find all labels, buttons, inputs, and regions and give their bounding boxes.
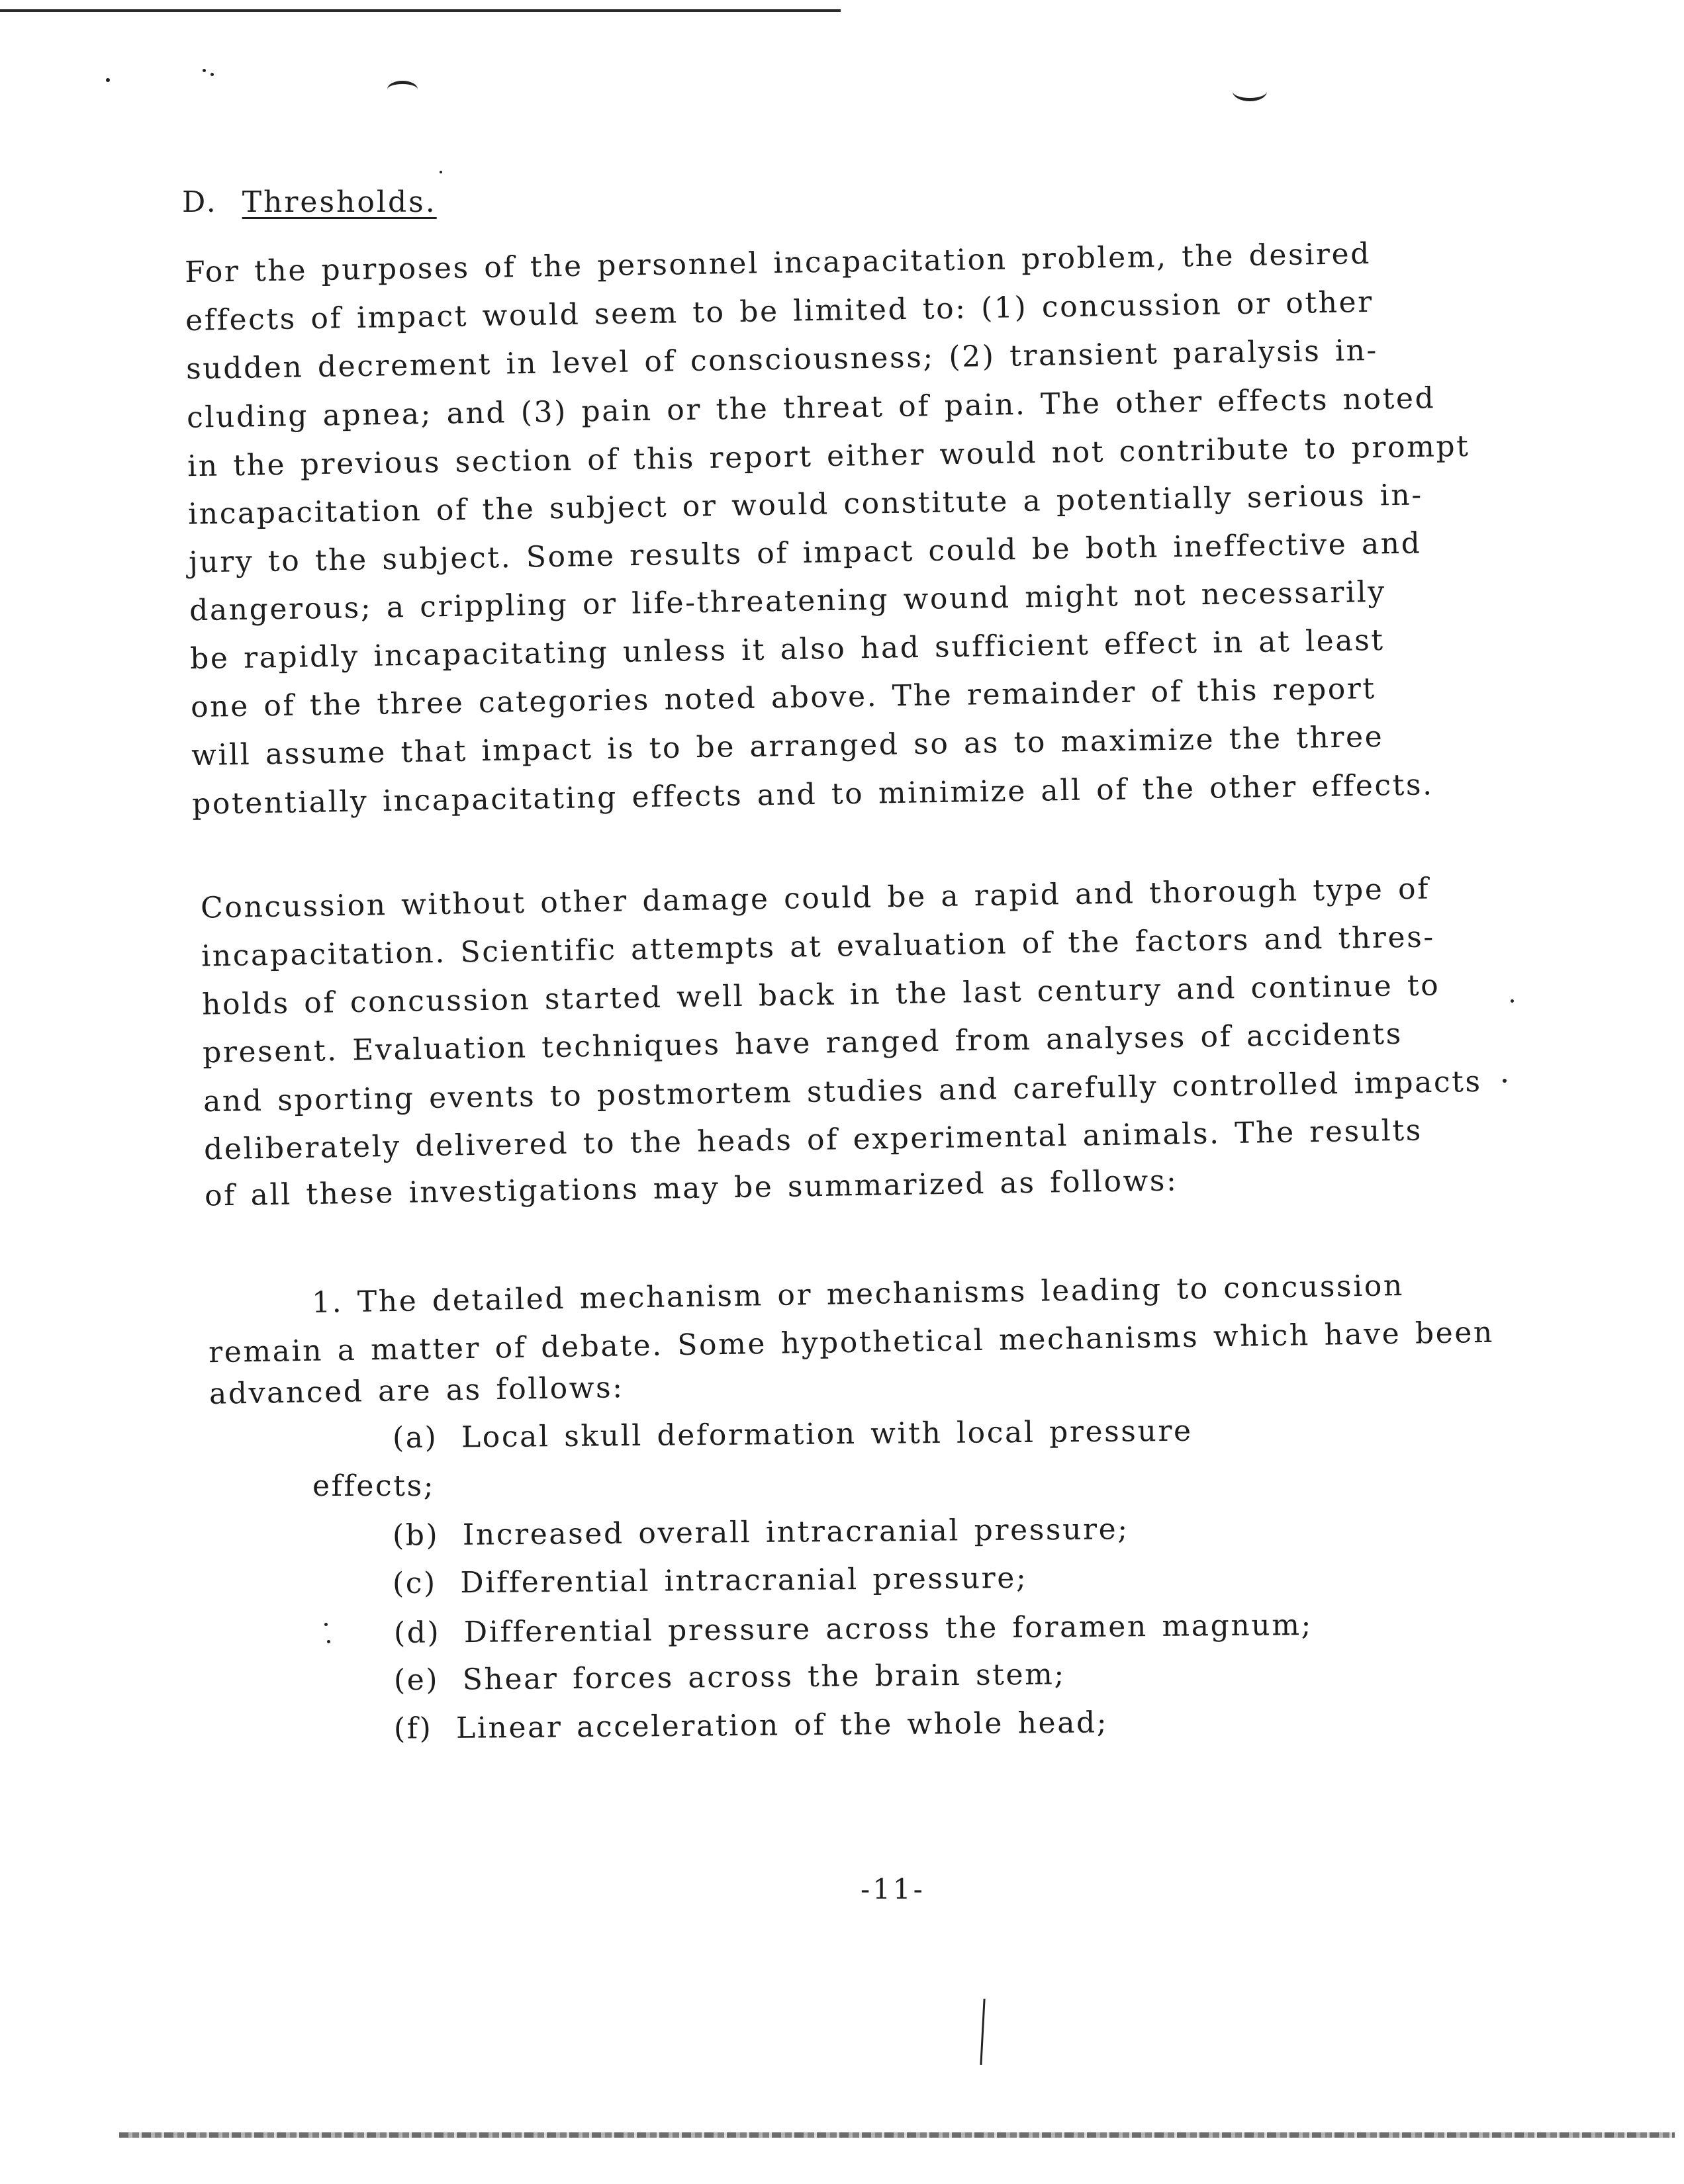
scan-mark bbox=[1233, 91, 1267, 101]
list-item-continuation: effects; bbox=[312, 1469, 436, 1503]
list-marker: (b) bbox=[392, 1518, 440, 1553]
list-marker: (f) bbox=[393, 1711, 433, 1746]
paragraph-line: effects of impact would seem to be limited to: (1) concussion or other bbox=[185, 285, 1374, 338]
list-marker: (d) bbox=[393, 1615, 441, 1651]
paragraph-line: deliberately delivered to the heads of experimental animals. The results bbox=[203, 1113, 1423, 1167]
paragraph-line: sudden decrement in level of consciousness; (2) transient paralysis in- bbox=[185, 333, 1379, 387]
list-item bbox=[394, 1706, 1109, 1745]
page-number: -11- bbox=[861, 1873, 925, 1905]
paragraph-line: one of the three categories noted above. The remainder of this report bbox=[190, 671, 1377, 725]
list-marker: (e) bbox=[393, 1662, 440, 1698]
list-item bbox=[393, 1512, 1129, 1553]
list-item bbox=[393, 1414, 1193, 1455]
paragraph-line: incapacitation. Scientific attempts at evaluation of the factors and thres- bbox=[201, 920, 1436, 974]
section-letter: D. bbox=[182, 185, 218, 219]
list-text: Local skull deformation with local pressure bbox=[461, 1414, 1193, 1455]
list-text: Shear forces across the brain stem; bbox=[462, 1657, 1066, 1697]
scan-top-rule bbox=[0, 9, 841, 12]
scan-bottom-edge bbox=[119, 2132, 1675, 2138]
list-item bbox=[393, 1561, 1028, 1600]
list-item bbox=[394, 1658, 1066, 1698]
list-text: Differential intracranial pressure; bbox=[460, 1561, 1028, 1600]
scan-stroke bbox=[980, 1999, 985, 2065]
paragraph-line: dangerous; a crippling or life-threatening wound might not necessarily bbox=[189, 574, 1387, 628]
paragraph-line: holds of concussion started well back in the last century and continue to bbox=[201, 968, 1440, 1022]
scan-speck bbox=[327, 1640, 330, 1643]
section-title: Thresholds. bbox=[242, 185, 437, 219]
paragraph-line: advanced are as follows: bbox=[209, 1371, 625, 1411]
paragraph-line: potentially incapacitating effects and to minimize all of the other effects. bbox=[191, 768, 1434, 821]
paragraph-line: jury to the subject. Some results of impact could be both ineffective and bbox=[188, 526, 1422, 580]
scan-speck bbox=[440, 171, 442, 173]
paragraph-line: cluding apnea; and (3) pain or the threat of pain. The other effects noted bbox=[186, 381, 1436, 435]
paragraph-line: incapacitation of the subject or would constitute a potentially serious in- bbox=[187, 478, 1424, 531]
scan-speck bbox=[1503, 1079, 1507, 1083]
list-item bbox=[394, 1608, 1313, 1650]
scan-speck bbox=[210, 73, 214, 76]
paragraph-line: of all these investigations may be summarized as follows: bbox=[204, 1163, 1178, 1213]
list-marker: (a) bbox=[392, 1420, 438, 1455]
list-marker: (c) bbox=[392, 1566, 438, 1601]
paragraph-line: and sporting events to postmortem studies and carefully controlled impacts bbox=[203, 1064, 1483, 1119]
paragraph-line: For the purposes of the personnel incapacitation problem, the desired bbox=[184, 236, 1372, 290]
paragraph-line: be rapidly incapacitating unless it also had sufficient effect in at least bbox=[189, 623, 1385, 676]
section-heading bbox=[182, 185, 437, 219]
paragraph-line: 1. The detailed mechanism or mechanisms leading to concussion bbox=[311, 1269, 1405, 1320]
list-text: Linear acceleration of the whole head; bbox=[455, 1706, 1109, 1745]
list-text: Increased overall intracranial pressure; bbox=[462, 1512, 1129, 1552]
paragraph-line: Concussion without other damage could be a rapid and thorough type of bbox=[200, 872, 1430, 925]
scan-speck bbox=[324, 1623, 328, 1626]
scan-speck bbox=[1511, 999, 1514, 1003]
scan-speck bbox=[106, 78, 110, 82]
paragraph-line: remain a matter of debate. Some hypothetical mechanisms which have been bbox=[208, 1315, 1495, 1370]
paragraph-line: will assume that impact is to be arranged so as to maximize the three bbox=[191, 719, 1384, 773]
scan-speck bbox=[203, 69, 206, 72]
list-text: Differential pressure across the foramen magnum; bbox=[463, 1608, 1313, 1650]
scan-mark bbox=[387, 81, 418, 89]
paragraph-line: in the previous section of this report either would not contribute to prompt bbox=[187, 429, 1470, 484]
paragraph-line: present. Evaluation techniques have ranged from analyses of accidents bbox=[202, 1017, 1403, 1070]
